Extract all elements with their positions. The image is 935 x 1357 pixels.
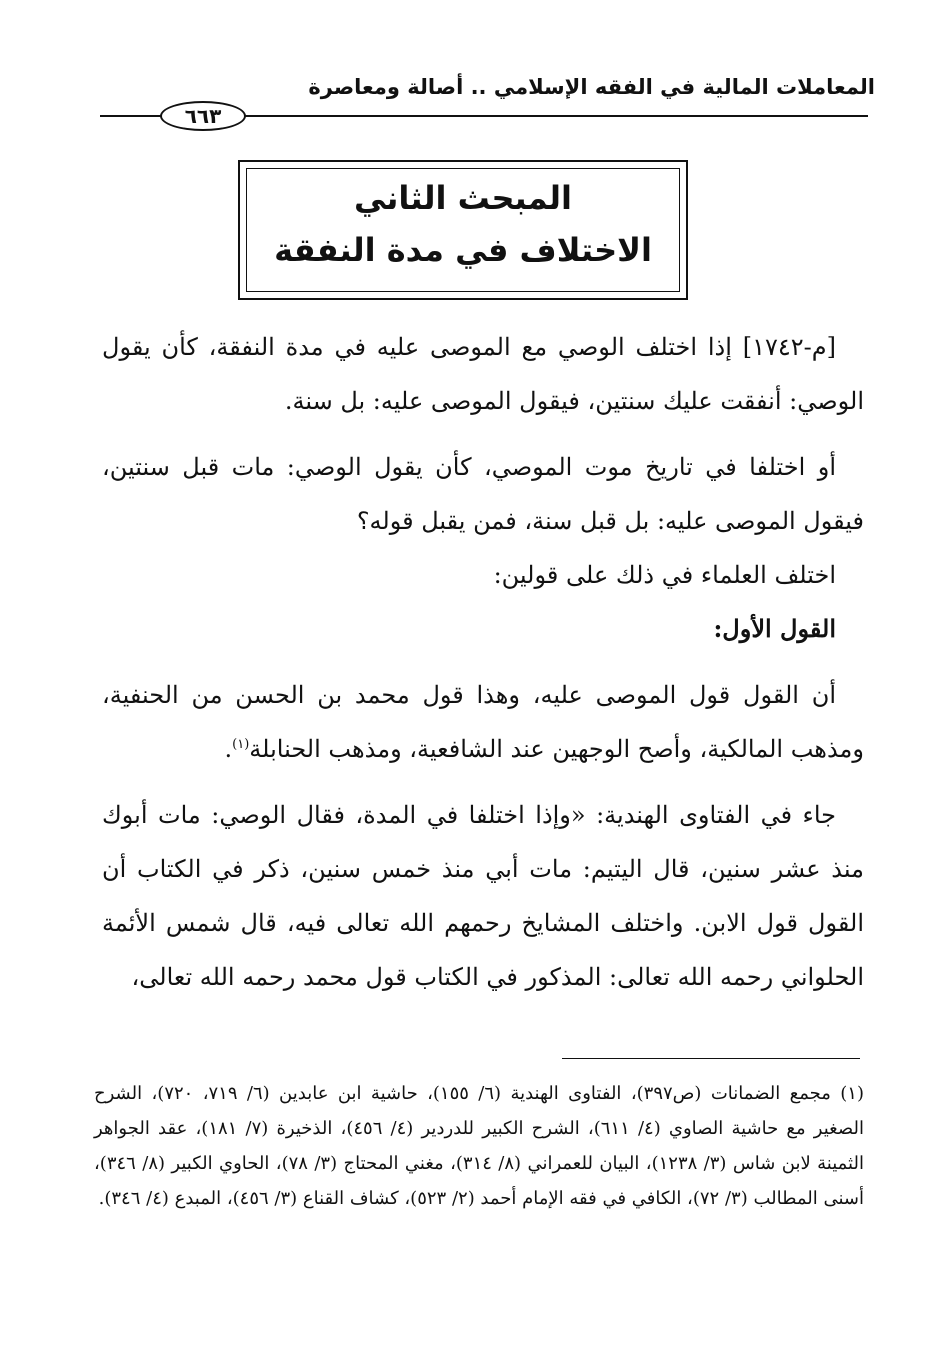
paragraph-dispute-duration: [م-١٧٤٢] إذا اختلف الوصي مع الموصى عليه في مدة النفقة، كأن يقول الوصي: أنفقت عليك سنتين، فيقول الموصى عليه: بل سنة. — [102, 333, 864, 415]
footnote-rule — [562, 1058, 860, 1059]
heading-first-opinion: القول الأول: — [713, 614, 836, 643]
section-title-box — [238, 160, 688, 300]
section-title-line-1: المبحث الثاني — [353, 179, 573, 217]
paragraph-dispute-death-date: أو اختلفا في تاريخ موت الموصي، كأن يقول الوصي: مات قبل سنتين، فيقول الموصى عليه: بل قبل سنة، فمن يقبل قوله؟ — [102, 453, 864, 535]
paragraph-scholars-disagree: اختلف العلماء في ذلك على قولين: — [493, 561, 836, 589]
running-title: المعاملات المالية في الفقه الإسلامي .. أصالة ومعاصرة — [308, 75, 875, 99]
main-text — [102, 320, 864, 1004]
first-opinion-end: . — [224, 735, 233, 763]
paragraph-fatawa-hindiyya-quote: جاء في الفتاوى الهندية: «وإذا اختلفا في المدة، فقال الوصي: مات أبوك منذ عشر سنين، قال اليتيم: مات أبي منذ خمس سنين، ذكر في الكتاب أن القول قول الابن. واختلف المشايخ رحمهم الله تعالى فيه، قال شمس الأئمة الحلواني رحمه الله تعالى: المذكور في الكتاب قول محمد رحمه الله تعالى، — [102, 801, 864, 991]
page-number: ٦٦٣ — [160, 101, 246, 131]
paragraph-first-opinion — [102, 668, 864, 776]
footnote-ref-1[interactable]: (١) — [232, 737, 250, 752]
section-title-line-2: الاختلاف في مدة النفقة — [274, 231, 652, 269]
footnote-1: (١) مجمع الضمانات (ص٣٩٧)، الفتاوى الهندية (٦/ ١٥٥)، حاشية ابن عابدين (٦/ ٧١٩، ٧٢٠)، الشرح الصغير مع حاشية الصاوي (٤/ ٦١١)، الشرح الكبير للدردير (٤/ ٤٥٦)، الذخيرة (٧/ ١٨١)، عقد الجواهر الثمينة لابن شاس (٣/ ١٢٣٨)، البيان للعمراني (٨/ ٣١٤)، مغني المحتاج (٣/ ٧٨)، الحاوي الكبير (٨/ ٣٤٦)، أسنى المطالب (٣/ ٧٢)، الكافي في فقه الإمام أحمد (٢/ ٥٢٣)، كشاف القناع (٣/ ٤٥٦)، المبدع (٤/ ٣٤٦). — [94, 1083, 864, 1209]
first-opinion-text: أن القول قول الموصى عليه، وهذا قول محمد بن الحسن من الحنفية، ومذهب المالكية، وأصح الوجهين عند الشافعية، ومذهب الحنابلة — [102, 681, 864, 763]
